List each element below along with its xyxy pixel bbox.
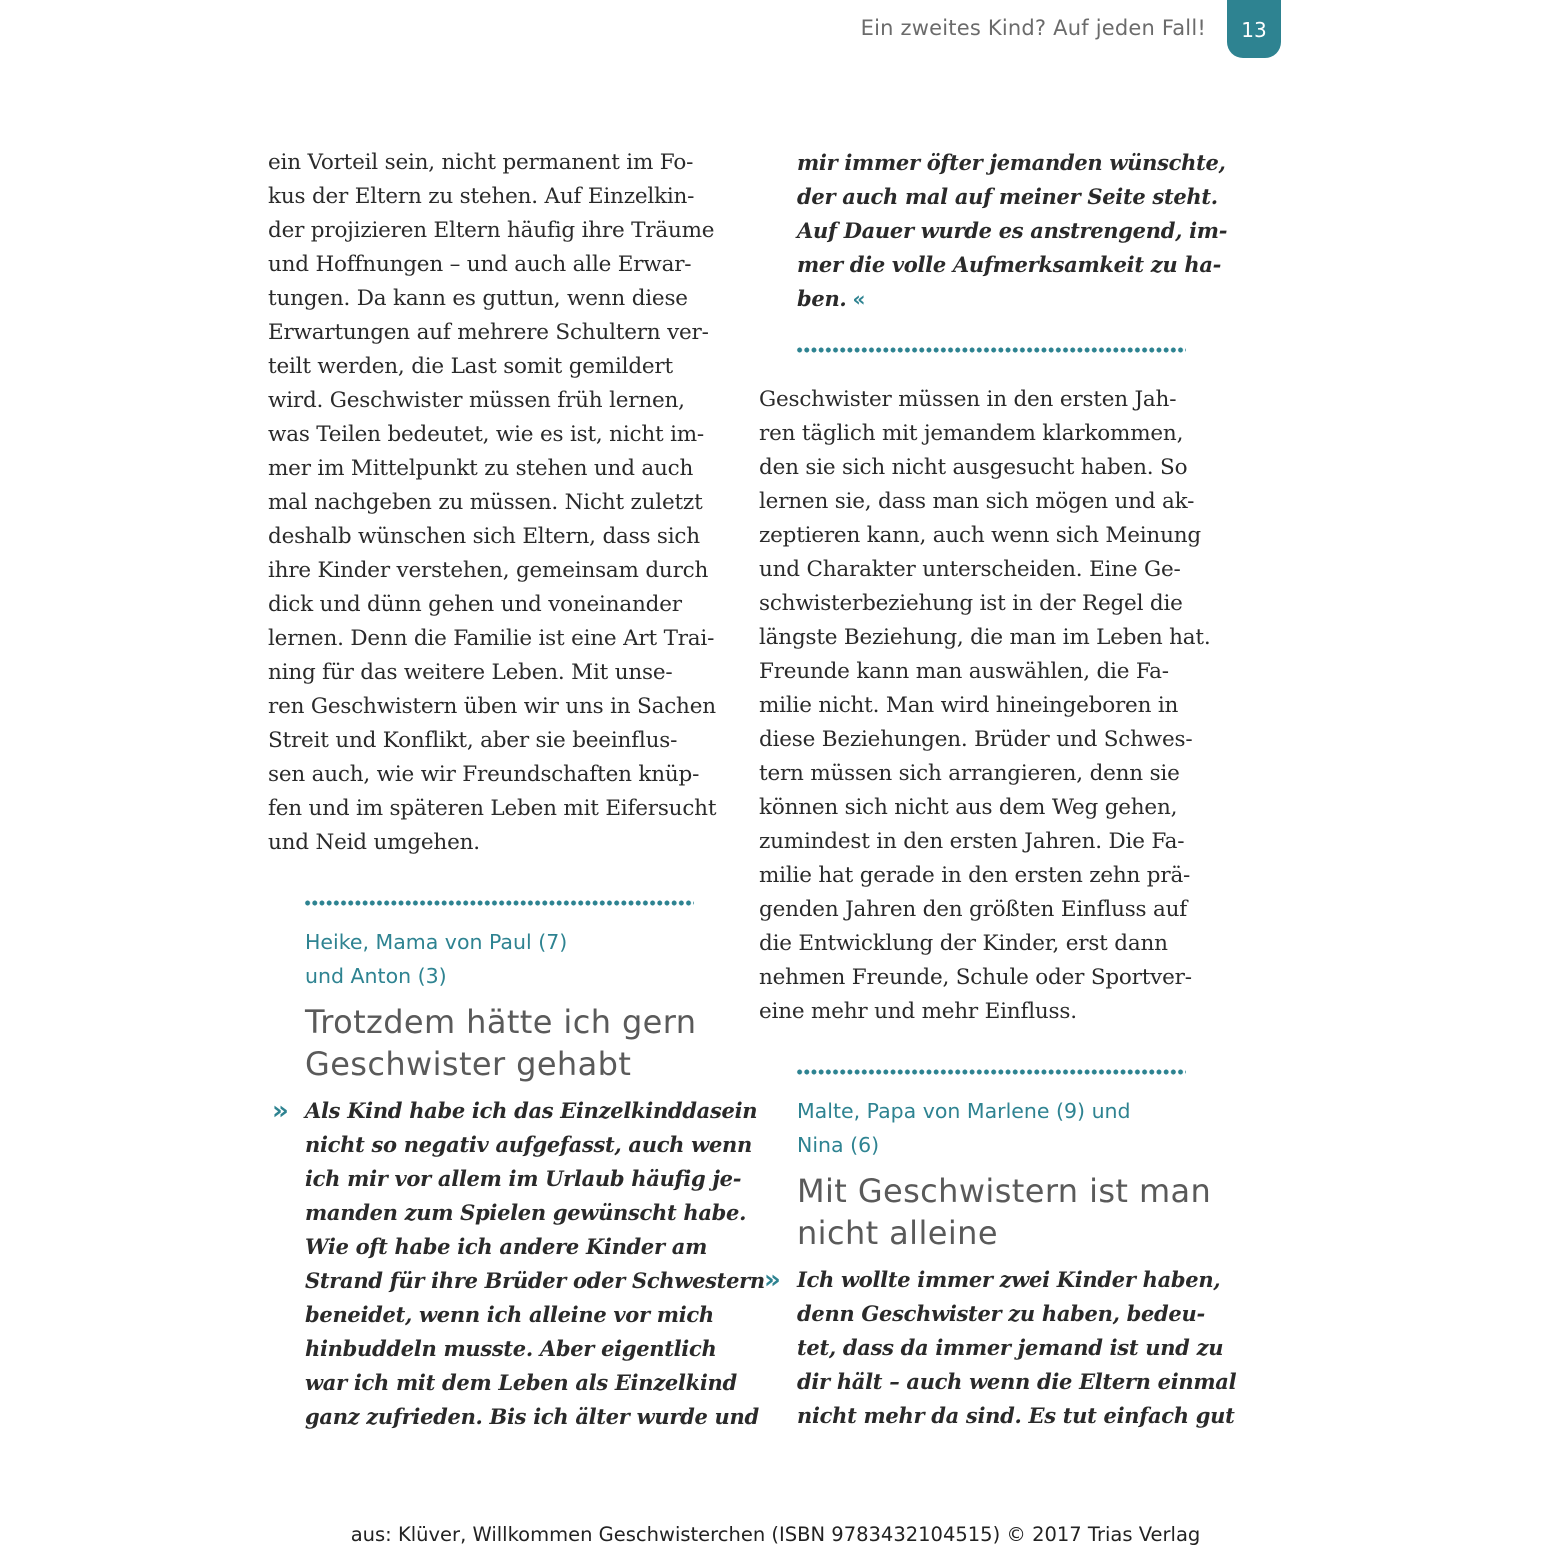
quote-line: dir hält – auch wenn die Eltern einmal [797, 1369, 1237, 1394]
body-line: und Charakter unterscheiden. Eine Ge- [759, 557, 1181, 582]
open-quote-icon: » [764, 1265, 781, 1295]
testimonial-title: Mit Geschwistern ist man [797, 1172, 1212, 1210]
testimonial-author: Heike, Mama von Paul (7) [305, 930, 568, 954]
body-line: fen und im späteren Leben mit Eifersucht [268, 796, 717, 821]
body-line: ning für das weitere Leben. Mit unse- [268, 660, 673, 685]
quote-line: ganz zufrieden. Bis ich älter wurde und [305, 1404, 759, 1429]
testimonial-title: Geschwister gehabt [305, 1045, 632, 1083]
quote-line: Auf Dauer wurde es anstrengend, im- [797, 218, 1228, 243]
body-line: ren Geschwistern üben wir uns in Sachen [268, 694, 716, 719]
quote-line: der auch mal auf meiner Seite steht. [797, 184, 1218, 209]
body-line: der projizieren Eltern häufig ihre Träume [268, 218, 715, 243]
quote-line: beneidet, wenn ich alleine vor mich [305, 1302, 714, 1327]
dotted-divider [796, 1069, 1186, 1075]
body-line: sen auch, wie wir Freundschaften knüp- [268, 762, 700, 787]
body-line: diese Beziehungen. Brüder und Schwes- [759, 727, 1193, 752]
body-line: genden Jahren den größten Einfluss auf [759, 897, 1188, 922]
body-line: lernen. Denn die Familie ist eine Art Trai- [268, 626, 715, 651]
body-line: und Neid umgehen. [268, 830, 480, 855]
body-line: und Hoffnungen – und auch alle Erwar- [268, 252, 692, 277]
body-line: wird. Geschwister müssen früh lernen, [268, 388, 685, 413]
body-line: tern müssen sich arrangieren, denn sie [759, 761, 1180, 786]
body-line: die Entwicklung der Kinder, erst dann [759, 931, 1168, 956]
body-line: deshalb wünschen sich Eltern, dass sich [268, 524, 700, 549]
quote-line: Ich wollte immer zwei Kinder haben, [797, 1267, 1221, 1292]
left-column-body [268, 146, 718, 860]
testimonial-author: und Anton (3) [305, 964, 447, 988]
body-line: mal nachgeben zu müssen. Nicht zuletzt [268, 490, 703, 515]
body-line: zumindest in den ersten Jahren. Die Fa- [759, 829, 1185, 854]
testimonial-title: nicht alleine [797, 1214, 998, 1252]
body-line: Erwartungen auf mehrere Schultern ver- [268, 320, 709, 345]
body-line: ren täglich mit jemandem klarkommen, [759, 421, 1184, 446]
body-line: längste Beziehung, die man im Leben hat. [759, 625, 1211, 650]
body-line: können sich nicht aus dem Weg gehen, [759, 795, 1178, 820]
body-line: ein Vorteil sein, nicht permanent im Fo- [268, 150, 694, 175]
right-testimonial-header [797, 1094, 1217, 1254]
quote-line: Strand für ihre Brüder oder Schwestern [305, 1268, 765, 1293]
body-line: ihre Kinder verstehen, gemeinsam durch [268, 558, 709, 583]
testimonial-title: Trotzdem hätte ich gern [305, 1003, 697, 1041]
body-line: schwisterbeziehung ist in der Regel die [759, 591, 1183, 616]
quote-line: hinbuddeln musste. Aber eigentlich [305, 1336, 717, 1361]
body-line: nehmen Freunde, Schule oder Sportver- [759, 965, 1192, 990]
body-line: milie nicht. Man wird hineingeboren in [759, 693, 1179, 718]
dotted-divider [304, 900, 694, 906]
testimonial-author: Malte, Papa von Marlene (9) und [797, 1099, 1131, 1123]
quote-line: mer die volle Aufmerksamkeit zu ha- [797, 252, 1222, 277]
quote-line: nicht so negativ aufgefasst, auch wenn [305, 1132, 752, 1157]
quote-line: Wie oft habe ich andere Kinder am [305, 1234, 707, 1259]
source-footer: aus: Klüver, Willkommen Geschwisterchen (ISBN 9783432104515) © 2017 Trias Verlag [350, 1523, 1201, 1546]
body-line: was Teilen bedeutet, wie es ist, nicht im- [268, 422, 704, 447]
body-line: lernen sie, dass man sich mögen und ak- [759, 489, 1195, 514]
body-line: Streit und Konflikt, aber sie beeinflus- [268, 728, 678, 753]
close-quote-icon: « [852, 287, 866, 311]
quote-line: ich mir vor allem im Urlaub häufig je- [305, 1166, 742, 1191]
body-line: Freunde kann man auswählen, die Fa- [759, 659, 1169, 684]
body-line: mer im Mittelpunkt zu stehen und auch [268, 456, 694, 481]
body-line: milie hat gerade in den ersten zehn prä- [759, 863, 1191, 888]
body-line: tungen. Da kann es guttun, wenn diese [268, 286, 688, 311]
right-column-body [759, 383, 1209, 1029]
quote-line: Als Kind habe ich das Einzelkinddasein [305, 1098, 758, 1123]
body-line: den sie sich nicht ausgesucht haben. So [759, 455, 1188, 480]
quote-line: war ich mit dem Leben als Einzelkind [305, 1370, 737, 1395]
body-line: zeptieren kann, auch wenn sich Meinung [759, 523, 1201, 548]
testimonial-author: Nina (6) [797, 1133, 880, 1157]
left-testimonial-header [305, 925, 725, 1085]
running-title: Ein zweites Kind? Auf jeden Fall! [860, 16, 1206, 40]
body-line: teilt werden, die Last somit gemildert [268, 354, 673, 379]
open-quote-icon: » [272, 1096, 289, 1126]
quote-line-text: ben. [797, 286, 847, 311]
dotted-divider [796, 347, 1186, 353]
quote-line: denn Geschwister zu haben, bedeu- [797, 1301, 1205, 1326]
quote-line: nicht mehr da sind. Es tut einfach gut [797, 1403, 1235, 1428]
right-quote-continuation [797, 146, 1228, 316]
body-line: eine mehr und mehr Einfluss. [759, 999, 1077, 1024]
body-line: dick und dünn gehen und voneinander [268, 592, 682, 617]
body-line: kus der Eltern zu stehen. Auf Einzelkin- [268, 184, 695, 209]
quote-line: manden zum Spielen gewünscht habe. [305, 1200, 747, 1225]
right-testimonial-quote [797, 1263, 1237, 1433]
page-number-tab: 13 [1227, 0, 1281, 58]
quote-line: mir immer öfter jemanden wünschte, [797, 150, 1226, 175]
quote-line: tet, dass da immer jemand ist und zu [797, 1335, 1224, 1360]
left-testimonial-quote [305, 1094, 765, 1434]
body-line: Geschwister müssen in den ersten Jah- [759, 387, 1177, 412]
quote-line-last [797, 282, 1217, 316]
